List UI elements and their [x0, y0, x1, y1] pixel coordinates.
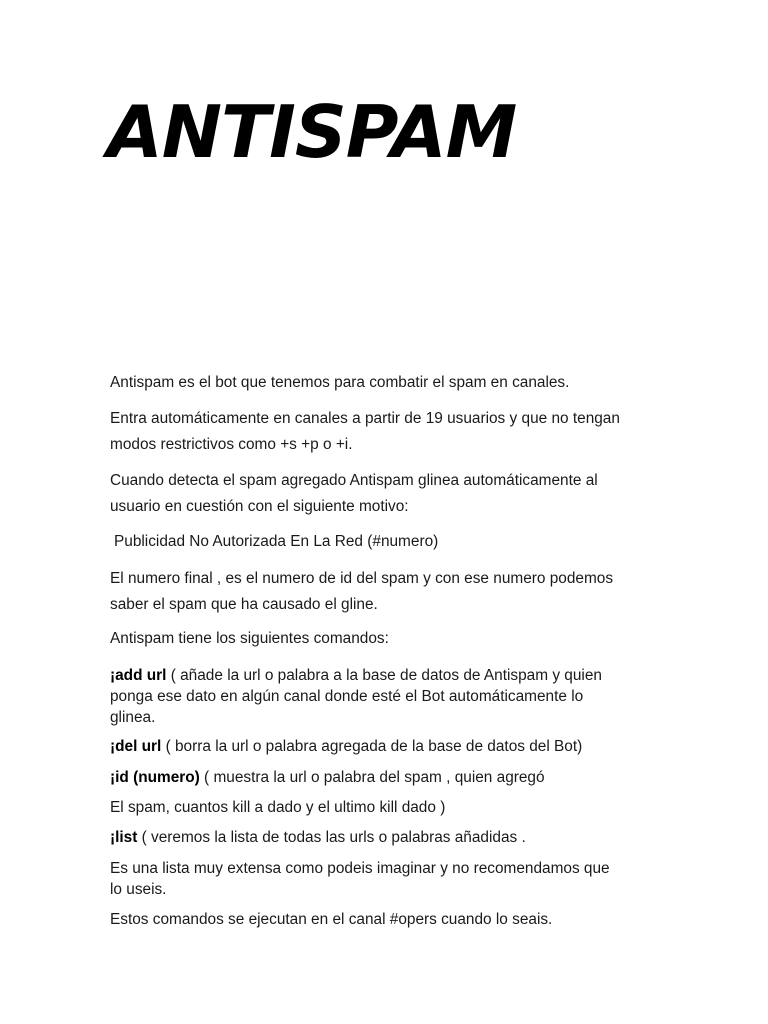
- paragraph-intro: [110, 372, 670, 394]
- command-add: [110, 665, 670, 728]
- command-id-name: ¡id (numero): [110, 769, 200, 786]
- paragraph-number-line-1: El numero final , es el numero de id del spam y con ese numero podemos: [110, 570, 614, 587]
- paragraph-list-note-line-1: Es una lista muy extensa como podeis imaginar y no recomendamos que: [110, 860, 610, 877]
- paragraph-detect-line-2: usuario en cuestión con el siguiente motivo:: [110, 498, 409, 515]
- paragraph-id-continuation-text: El spam, cuantos kill a dado y el ultimo kill dado ): [110, 799, 446, 816]
- paragraph-list-note: [110, 858, 670, 900]
- paragraph-id-continuation: [110, 797, 670, 819]
- paragraph-reason: [114, 531, 674, 553]
- paragraph-detect-line-1: Cuando detecta el spam agregado Antispam glinea automáticamente al: [110, 472, 598, 489]
- command-del-name: ¡del url: [110, 738, 162, 755]
- paragraph-list-note-line-2: lo useis.: [110, 881, 167, 898]
- paragraph-entry-line-2: modos restrictivos como +s +p o +i.: [110, 436, 353, 453]
- paragraph-entry-line-1: Entra automáticamente en canales a partir de 19 usuarios y que no tengan: [110, 410, 620, 427]
- paragraph-closing: [110, 909, 670, 931]
- command-add-name: ¡add url: [110, 667, 167, 684]
- command-add-desc-line-1: ( añade la url o palabra a la base de datos de Antispam y quien: [166, 667, 602, 684]
- command-list-desc: ( veremos la lista de todas las urls o palabras añadidas .: [137, 829, 526, 846]
- paragraph-detect: [110, 468, 670, 520]
- paragraph-closing-text: Estos comandos se ejecutan en el canal #opers cuando lo seais.: [110, 911, 553, 928]
- paragraph-reason-text: Publicidad No Autorizada En La Red (#numero): [114, 533, 439, 550]
- paragraph-entry: [110, 406, 670, 458]
- paragraph-commands-intro: [110, 628, 670, 650]
- command-id-desc: ( muestra la url o palabra del spam , quien agregó: [199, 769, 545, 786]
- command-list: [110, 827, 670, 849]
- paragraph-intro-text: Antispam es el bot que tenemos para combatir el spam en canales.: [110, 374, 570, 391]
- command-add-desc-line-3: glinea.: [110, 709, 156, 726]
- command-del: [110, 736, 670, 758]
- command-del-desc: ( borra la url o palabra agregada de la base de datos del Bot): [161, 738, 583, 755]
- command-list-name: ¡list: [110, 829, 138, 846]
- command-add-desc-line-2: ponga ese dato en algún canal donde esté el Bot automáticamente lo: [110, 688, 584, 705]
- paragraph-number-line-2: saber el spam que ha causado el gline.: [110, 596, 378, 613]
- command-id: [110, 767, 670, 789]
- paragraph-commands-intro-text: Antispam tiene los siguientes comandos:: [110, 630, 389, 647]
- paragraph-number: [110, 566, 670, 618]
- document-title: ANTISPAM: [107, 90, 517, 174]
